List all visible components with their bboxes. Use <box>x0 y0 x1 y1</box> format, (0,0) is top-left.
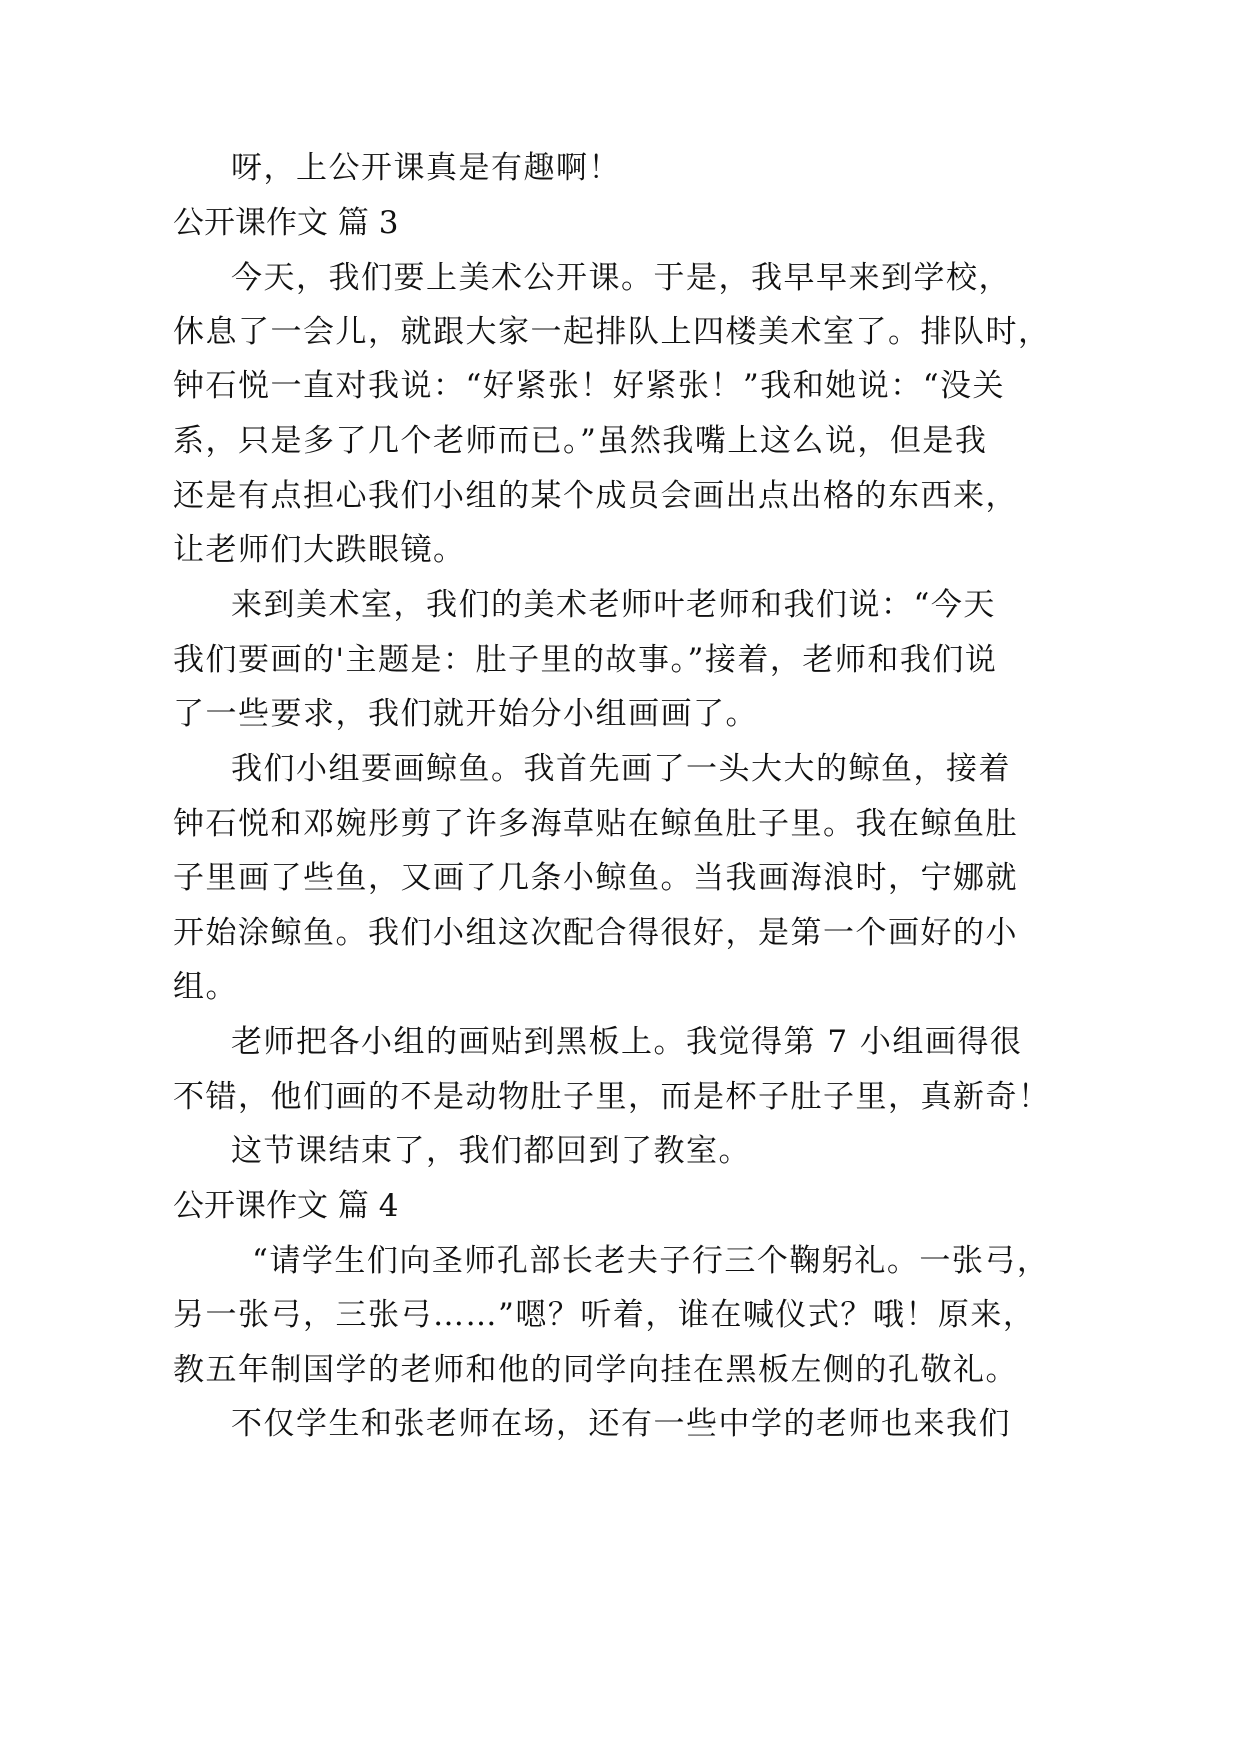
paragraph-line: 钟石悦和邓婉彤剪了许多海草贴在鲸鱼肚子里。我在鲸鱼肚 <box>173 806 1018 842</box>
paragraph-line: 我们要画的'主题是：肚子里的故事。”接着，老师和我们说 <box>173 642 998 678</box>
paragraph-line: 来到美术室，我们的美术老师叶老师和我们说：“今天 <box>231 587 996 623</box>
paragraph-line: 老师把各小组的画贴到黑板上。我觉得第 7 小组画得很 <box>231 1024 1023 1060</box>
paragraph-line: 教五年制国学的老师和他的同学向挂在黑板左侧的孔敬礼。 <box>173 1352 1018 1388</box>
paragraph-line: 我们小组要画鲸鱼。我首先画了一头大大的鲸鱼，接着 <box>231 751 1011 787</box>
paragraph-line: 不错，他们画的不是动物肚子里，而是杯子肚子里，真新奇！ <box>173 1079 1051 1115</box>
paragraph-line: 不仅学生和张老师在场，还有一些中学的老师也来我们 <box>231 1406 1011 1442</box>
paragraph-line: 另一张弓，三张弓……”嗯？听着，谁在喊仪式？哦！原来， <box>173 1297 1036 1333</box>
section-heading: 公开课作文 篇 4 <box>173 1188 399 1224</box>
paragraph-line: 这节课结束了，我们都回到了教室。 <box>231 1133 751 1169</box>
paragraph-line: “请学生们向圣师孔部长老夫子行三个鞠躬礼。一张弓， <box>252 1243 1050 1279</box>
paragraph-line: 钟石悦一直对我说：“好紧张！好紧张！”我和她说：“没关 <box>173 368 1006 404</box>
paragraph-line: 休息了一会儿，就跟大家一起排队上四楼美术室了。排队时， <box>173 314 1051 350</box>
paragraph-line: 呀，上公开课真是有趣啊！ <box>231 150 621 186</box>
paragraph-line: 还是有点担心我们小组的某个成员会画出点出格的东西来， <box>173 478 1018 514</box>
paragraph-line: 让老师们大跌眼镜。 <box>173 532 466 568</box>
section-heading: 公开课作文 篇 3 <box>173 205 399 241</box>
paragraph-line: 了一些要求，我们就开始分小组画画了。 <box>173 696 758 732</box>
paragraph-line: 今天，我们要上美术公开课。于是，我早早来到学校， <box>231 260 1011 296</box>
paragraph-line: 子里画了些鱼，又画了几条小鲸鱼。当我画海浪时，宁娜就 <box>173 860 1018 896</box>
paragraph-line: 开始涂鲸鱼。我们小组这次配合得很好，是第一个画好的小 <box>173 915 1018 951</box>
paragraph-line: 系，只是多了几个老师而已。”虽然我嘴上这么说，但是我 <box>173 423 988 459</box>
paragraph-line: 组。 <box>173 969 238 1005</box>
